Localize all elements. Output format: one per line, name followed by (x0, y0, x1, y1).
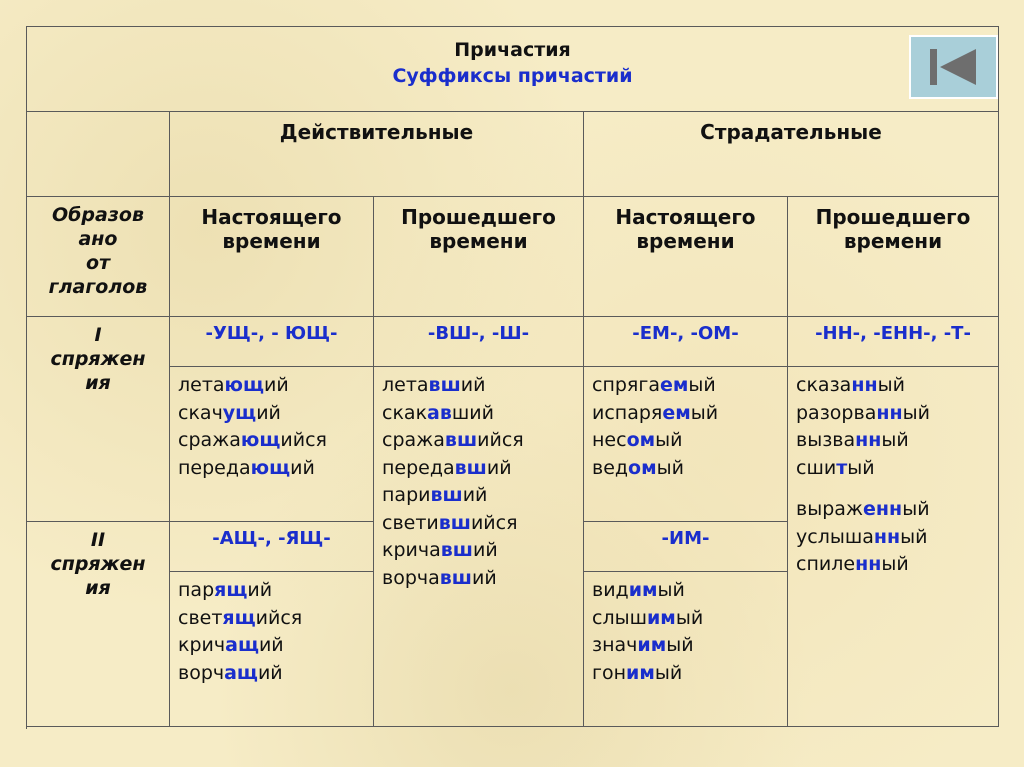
suffix-highlight: ющ (224, 374, 265, 396)
word-part: скак (382, 401, 428, 424)
suffix-highlight: ящ (222, 606, 256, 629)
page-title: Причастия (454, 39, 571, 61)
suffix-highlight: вш (438, 511, 471, 534)
suffix-highlight: нн (873, 525, 901, 548)
word-part: свети (382, 511, 439, 534)
word-part: слыш (592, 606, 647, 629)
formed-from-line: ано (78, 228, 118, 250)
word-part: ый (900, 525, 928, 548)
first-slide-button[interactable] (909, 35, 998, 99)
word-part: скач (178, 401, 223, 424)
header-line: Прошедшего (815, 205, 971, 229)
example-word (796, 524, 998, 552)
suffix-highlight: им (628, 579, 658, 601)
conjugation-line: спряжен (50, 348, 146, 370)
word-part: ый (902, 401, 930, 424)
example-word (178, 400, 373, 428)
header-line: времени (222, 229, 321, 253)
suffix-highlight: нн (876, 401, 903, 424)
word-part: ый (881, 553, 909, 575)
word-part: сража (178, 429, 241, 451)
example-word (178, 660, 373, 688)
example-word (382, 427, 583, 455)
word-part: ый (675, 606, 704, 629)
header-active-past (374, 197, 584, 317)
example-word (382, 400, 583, 428)
suffix-highlight: им (646, 606, 676, 629)
word-part: ый (847, 456, 875, 479)
word-part: ий (471, 566, 497, 589)
conjugation-2-label (27, 522, 170, 727)
word-part: ый (654, 661, 683, 684)
suffix-highlight: ящ (214, 579, 248, 601)
first-slide-icon (924, 45, 984, 89)
word-part: вед (592, 456, 629, 479)
word-part: ый (657, 579, 685, 601)
examples-passive-present-2 (584, 572, 788, 727)
word-part: переда (178, 456, 251, 479)
word-part: ий (460, 374, 486, 396)
header-active-present (170, 197, 374, 317)
example-word (592, 400, 787, 428)
word-part: выраж (796, 498, 864, 520)
word-part: ий (256, 401, 281, 424)
suffix-passive-past: -НН-, -ЕНН-, -Т- (788, 317, 999, 367)
word-part: ый (877, 374, 905, 396)
example-word (382, 372, 583, 400)
word-part: спряга (592, 374, 660, 396)
word-part: ый (902, 498, 930, 520)
empty-corner-cell (27, 112, 170, 197)
example-word (592, 605, 787, 633)
header-line: времени (843, 229, 943, 253)
header-line: Настоящего (615, 205, 756, 229)
word-part: ый (690, 401, 719, 424)
word-part: крича (382, 539, 441, 561)
word-part: ый (688, 374, 716, 396)
formed-from-line: глаголов (48, 276, 148, 298)
examples-active-present-1 (170, 367, 374, 522)
word-part: ийся (255, 606, 303, 629)
word-part: ворча (382, 566, 440, 589)
example-word (592, 372, 787, 400)
conjugation-line: спряжен (50, 553, 146, 575)
header-line: Прошедшего (401, 205, 556, 229)
example-word (592, 427, 787, 455)
header-line: времени (429, 229, 528, 253)
conjugation-line: II (90, 529, 106, 551)
word-part: ий (290, 456, 315, 479)
header-active: Действительные (170, 112, 584, 197)
word-part: ворч (178, 661, 225, 684)
suffix-active-present-1: -УЩ-, - ЮЩ- (170, 317, 374, 367)
word-part: ший (451, 401, 494, 424)
formed-from-cell (27, 197, 170, 317)
word-part: крич (178, 634, 226, 656)
word-part: ий (264, 374, 289, 396)
example-word (178, 605, 373, 633)
suffix-highlight: ом (626, 429, 656, 451)
examples-passive-past-group (796, 372, 998, 482)
formed-from-line: Образов (52, 204, 144, 226)
word-part: ий (257, 661, 283, 684)
suffix-highlight: ащ (225, 634, 259, 656)
header-passive-present (584, 197, 788, 317)
suffix-passive-present-2: -ИМ- (584, 522, 788, 572)
suffix-highlight: вш (439, 566, 472, 589)
example-word (592, 632, 787, 660)
suffix-active-present-2: -АЩ-, -ЯЩ- (170, 522, 374, 572)
word-part: вызва (796, 429, 856, 451)
examples-passive-past (788, 367, 999, 727)
word-part: сража (382, 429, 445, 451)
header-passive: Страдательные (584, 112, 999, 197)
formed-from-line: от (85, 252, 111, 274)
suffix-highlight: ом (628, 456, 657, 479)
word-part: вид (592, 579, 629, 601)
word-part: ийся (470, 511, 518, 534)
word-part: ий (486, 456, 512, 479)
example-word (178, 632, 373, 660)
word-part: переда (382, 456, 455, 479)
word-part: испаря (592, 401, 663, 424)
suffix-highlight: ющ (240, 429, 281, 451)
word-part: ий (472, 539, 498, 561)
suffix-highlight: ющ (250, 456, 291, 479)
page-subtitle: Суффиксы причастий (392, 65, 633, 87)
suffix-highlight: вш (428, 374, 461, 396)
example-word (796, 400, 998, 428)
word-part: лета (382, 374, 429, 396)
example-word (796, 455, 998, 483)
example-word (382, 482, 583, 510)
word-part: ийся (280, 429, 327, 451)
examples-active-present-2 (170, 572, 374, 727)
header-line: Настоящего (201, 205, 342, 229)
word-part: ый (656, 456, 684, 479)
suffix-highlight: нн (855, 429, 882, 451)
example-word (178, 577, 373, 605)
word-part: ый (881, 429, 909, 451)
suffix-highlight: ем (659, 374, 689, 396)
word-part: ий (247, 579, 273, 601)
suffix-highlight: ущ (222, 401, 257, 424)
word-part: ый (666, 634, 694, 656)
conjugation-1-label (27, 317, 170, 522)
word-part: сши (796, 456, 837, 479)
example-word (796, 551, 998, 579)
word-part: гон (592, 661, 627, 684)
conjugation-line: ия (85, 372, 111, 394)
suffix-highlight: им (626, 661, 655, 684)
example-word (796, 496, 998, 524)
suffix-highlight: нн (851, 374, 878, 396)
participles-table (26, 26, 999, 729)
word-part: пар (178, 579, 215, 601)
title-cell (27, 27, 999, 112)
example-word (796, 427, 998, 455)
suffix-highlight: вш (440, 539, 473, 561)
example-word (796, 372, 998, 400)
example-word (382, 537, 583, 565)
examples-passive-present-1 (584, 367, 788, 522)
word-part: лета (178, 374, 225, 396)
word-part: свет (178, 606, 223, 629)
suffix-highlight: т (836, 456, 848, 479)
word-part: пари (382, 484, 431, 506)
example-word (592, 660, 787, 688)
suffix-active-past: -ВШ-, -Ш- (374, 317, 584, 367)
conjugation-line: I (94, 324, 102, 346)
word-part: ийся (477, 429, 524, 451)
examples-passive-past-group (796, 496, 998, 579)
conjugation-line: ия (85, 577, 111, 599)
example-word (178, 372, 373, 400)
word-part: знач (592, 634, 638, 656)
example-word (178, 427, 373, 455)
example-word (382, 510, 583, 538)
word-part: сказа (796, 374, 852, 396)
word-part: нес (592, 429, 627, 451)
suffix-highlight: ащ (224, 661, 258, 684)
suffix-passive-present-1: -ЕМ-, -ОМ- (584, 317, 788, 367)
suffix-highlight: ав (427, 401, 452, 424)
suffix-highlight: енн (863, 498, 903, 520)
example-word (382, 565, 583, 593)
header-line: времени (636, 229, 735, 253)
example-word (592, 577, 787, 605)
suffix-highlight: вш (454, 456, 487, 479)
example-word (178, 455, 373, 483)
suffix-highlight: вш (430, 484, 463, 506)
word-part: разорва (796, 401, 877, 424)
example-word (592, 455, 787, 483)
word-part: ый (655, 429, 683, 451)
word-part: спиле (796, 553, 856, 575)
suffix-highlight: им (637, 634, 667, 656)
word-part: услыша (796, 525, 874, 548)
suffix-highlight: ем (662, 401, 691, 424)
suffix-highlight: нн (855, 553, 882, 575)
suffix-highlight: вш (444, 429, 478, 451)
example-word (382, 455, 583, 483)
header-passive-past (788, 197, 999, 317)
word-part: ий (258, 634, 284, 656)
word-part: ий (462, 484, 488, 506)
examples-active-past (374, 367, 584, 727)
